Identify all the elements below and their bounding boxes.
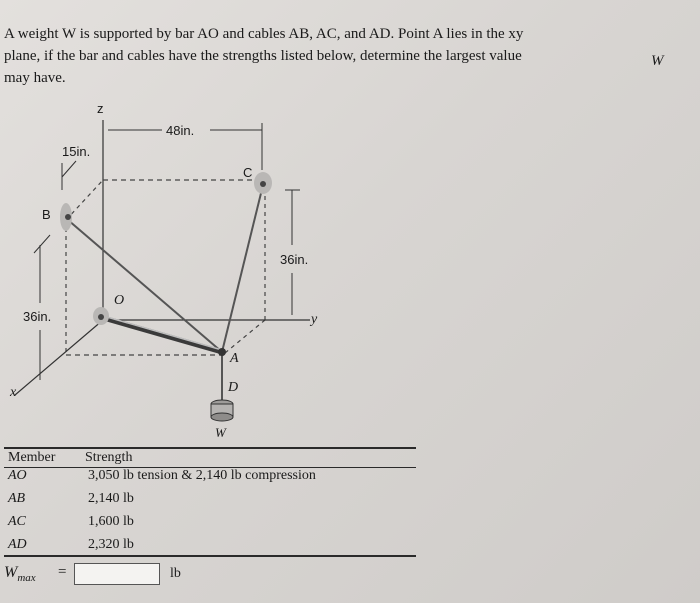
front-right-dashed bbox=[225, 320, 265, 353]
w-symbol: W bbox=[651, 53, 664, 69]
bar-ao bbox=[100, 317, 222, 352]
axis-z-label: z bbox=[97, 101, 104, 116]
row-strength: 2,140 lb bbox=[88, 491, 134, 506]
dim-36-right-label: 36in. bbox=[280, 252, 309, 267]
header-strength: Strength bbox=[85, 450, 133, 465]
x-axis-line bbox=[15, 320, 103, 395]
joint-o bbox=[98, 314, 104, 320]
point-a-label: A bbox=[230, 351, 239, 366]
wmax-answer-input[interactable] bbox=[74, 563, 160, 585]
table-top-rule bbox=[4, 447, 416, 449]
weight-w-label: W bbox=[215, 425, 226, 440]
row-member: AB bbox=[8, 491, 26, 506]
wmax-label bbox=[4, 564, 36, 584]
wmax-symbol: W bbox=[4, 564, 18, 581]
axis-x-label: x bbox=[10, 385, 17, 400]
row-strength: 1,600 lb bbox=[88, 514, 134, 529]
point-d-label: D bbox=[228, 380, 239, 395]
problem-line-1: A weight W is supported by bar AO and cables AB, AC, and AD. Point A lies in the xy bbox=[4, 26, 524, 42]
member-strength-table bbox=[0, 447, 700, 567]
point-c-label: C bbox=[243, 165, 253, 180]
equals-sign: = bbox=[58, 564, 67, 580]
row-member: AO bbox=[8, 468, 27, 483]
answer-row bbox=[4, 562, 304, 590]
answer-unit: lb bbox=[170, 566, 181, 581]
dim-48-label: 48in. bbox=[166, 123, 195, 138]
dim-15-line bbox=[62, 161, 76, 177]
joint-a bbox=[218, 348, 226, 356]
row-strength: 2,320 lb bbox=[88, 537, 134, 552]
dim-36-left-slant bbox=[34, 235, 50, 253]
figure-drawing bbox=[0, 95, 700, 445]
joint-c bbox=[260, 181, 266, 187]
joint-b bbox=[65, 214, 71, 220]
dim-15-label: 15in. bbox=[62, 144, 91, 159]
point-b-label: B bbox=[42, 207, 51, 222]
axis-y-label: y bbox=[311, 312, 318, 327]
weight-bottom bbox=[211, 413, 233, 421]
point-o-label: O bbox=[114, 293, 125, 308]
dim-36-left-label: 36in. bbox=[23, 309, 52, 324]
problem-line-3: may have. bbox=[4, 70, 66, 86]
problem-line-2: plane, if the bar and cables have the strengths listed below, determine the largest value bbox=[4, 48, 522, 64]
row-member: AD bbox=[8, 537, 27, 552]
header-member: Member bbox=[8, 450, 56, 465]
table-bottom-rule bbox=[4, 555, 416, 557]
row-member: AC bbox=[8, 514, 26, 529]
wmax-subscript: max bbox=[17, 572, 36, 585]
row-strength: 3,050 lb tension & 2,140 lb compression bbox=[88, 468, 316, 483]
statics-figure bbox=[0, 95, 700, 445]
